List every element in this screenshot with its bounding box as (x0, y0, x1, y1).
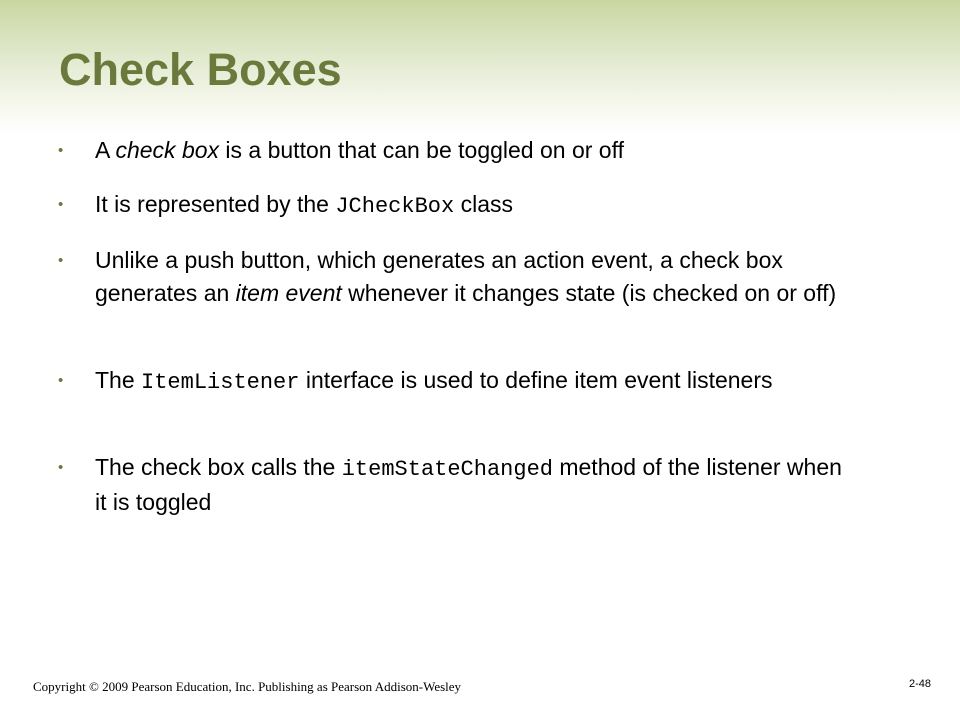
text-run: method of the listener when it is toggled (95, 454, 842, 515)
bullet-text (95, 134, 848, 167)
code-itemstatechanged: itemStateChanged (341, 457, 553, 482)
bullet-item (58, 451, 848, 519)
bullet-text (95, 364, 848, 399)
text-run: is a button that can be toggled on or off (219, 137, 624, 163)
text-run: The (95, 367, 142, 393)
term-check-box: check box (115, 137, 220, 163)
copyright-footer: Copyright © 2009 Pearson Education, Inc. Publishing as Pearson Addison-Wesley (33, 679, 462, 694)
text-run: interface is used to define item event listeners (299, 367, 773, 393)
bullet-dot: • (58, 252, 64, 269)
bullet-dot: • (58, 142, 64, 159)
bullet-item (58, 134, 848, 167)
bullet-item (58, 244, 848, 310)
code-jcheckbox: JCheckBox (335, 194, 455, 219)
bullet-dot: • (58, 372, 64, 389)
term-item-event: item event (235, 280, 342, 306)
text-run: class (454, 191, 513, 217)
slide-number: 2-48 (909, 678, 932, 690)
bullet-item (58, 188, 848, 223)
text-run: A (95, 137, 116, 163)
bullet-text (95, 188, 848, 223)
code-itemlistener: ItemListener (141, 370, 300, 395)
bullet-text (95, 451, 848, 519)
bullet-dot: • (58, 459, 64, 476)
bullet-dot: • (58, 196, 64, 213)
text-run: Unlike a push button, which generates an action event, a check box generates an (95, 247, 783, 306)
text-run: The check box calls the (95, 454, 342, 480)
bullet-item (58, 364, 848, 399)
slide-title: Check Boxes (59, 44, 342, 95)
text-run: whenever it changes state (is checked on or off) (341, 280, 837, 306)
bullet-text (95, 244, 848, 310)
text-run: It is represented by the (95, 191, 336, 217)
